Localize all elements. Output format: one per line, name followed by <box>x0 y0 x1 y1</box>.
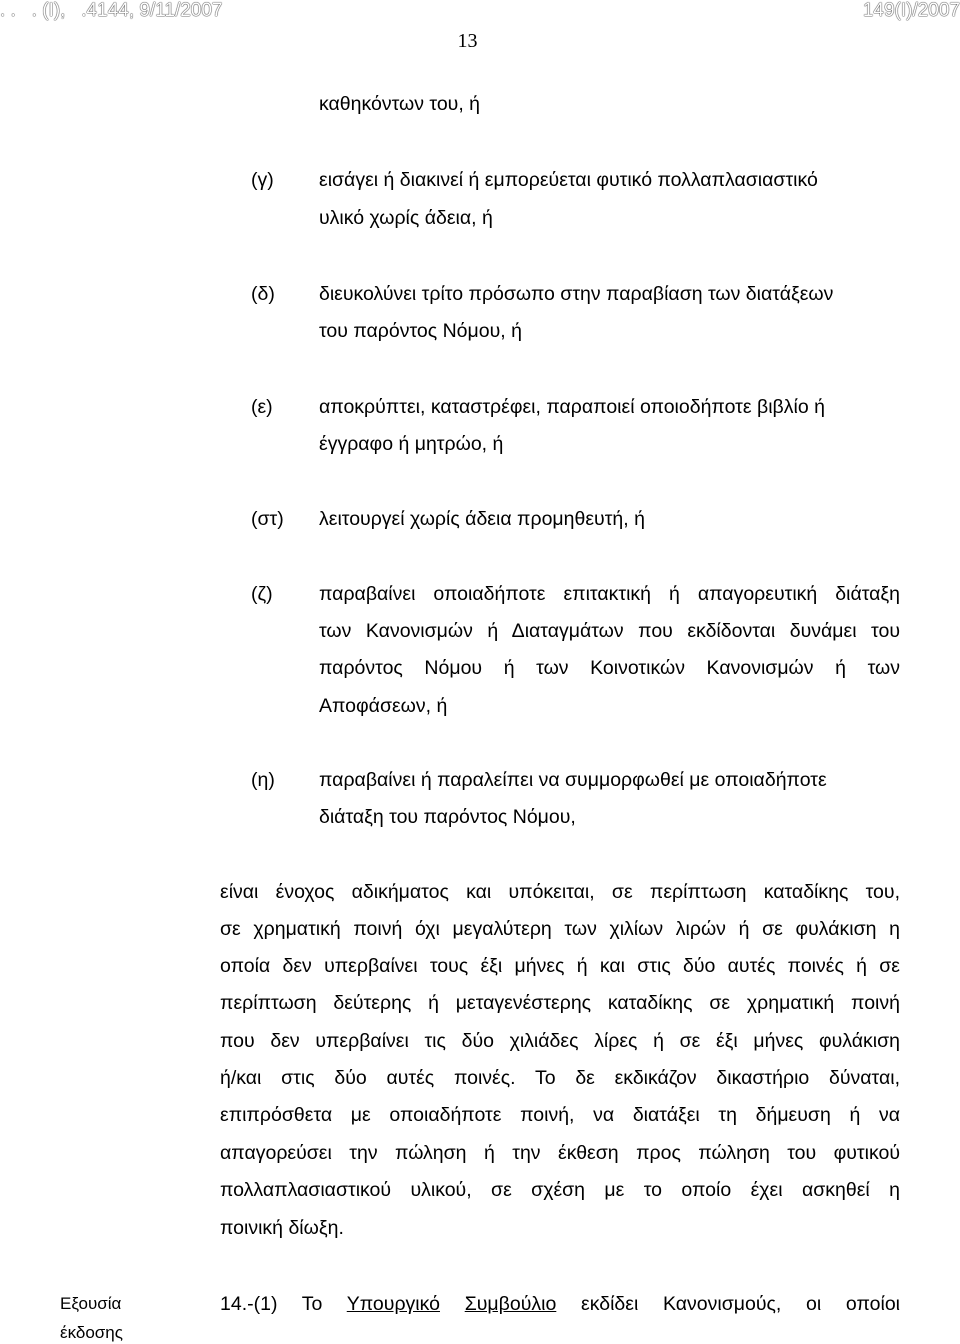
section-14-ministry: Υπουργικό <box>346 1293 440 1315</box>
document-header <box>0 0 960 20</box>
item-zeta-line-3: παρόντος Νόμου ή των Κοινοτικών Κανονισμών ή των <box>319 657 900 679</box>
intro-line: καθηκόντων του, ή <box>319 93 481 115</box>
section-14-rest: εκδίδει Κανονισμούς, οι οποίοι <box>556 1293 900 1315</box>
penalty-line-5: που δεν υπερβαίνει τις δύο χιλιάδες λίρες ή σε έξι μήνες φυλάκιση <box>220 1030 900 1052</box>
header-law-number: 149(Ι)/2007 <box>862 0 960 21</box>
item-zeta-line-1: παραβαίνει οποιαδήποτε επιτακτική ή απαγορευτική διάταξη <box>319 583 900 605</box>
penalty-line-8: απαγορεύσει την πώληση ή την έκθεση προς πώληση του φυτικού <box>220 1142 900 1164</box>
item-zeta-line-2: των Κανονισμών ή Διαταγμάτων που εκδίδονται δυνάμει του <box>319 620 900 642</box>
item-gamma-line-1: εισάγει ή διακινεί ή εμπορεύεται φυτικό πολλαπλασιαστικό <box>319 169 818 191</box>
penalty-line-10: ποινική δίωξη. <box>220 1217 344 1239</box>
penalty-line-1: είναι ένοχος αδικήματος και υπόκειται, σε περίπτωση καταδίκης του, <box>220 881 900 903</box>
item-label-eta: (η) <box>251 769 275 791</box>
section-14-council: Συμβούλιο <box>464 1293 557 1315</box>
section-14-prefix: 14.-(1) Το <box>220 1293 347 1315</box>
item-delta-line-1: διευκολύνει τρίτο πρόσωπο στην παραβίαση των διατάξεων <box>319 283 834 305</box>
item-stigma-line-1: λειτουργεί χωρίς άδεια προμηθευτή, ή <box>319 508 645 530</box>
item-epsilon-line-1: αποκρύπτει, καταστρέφει, παραποιεί οποιοδήποτε βιβλίο ή <box>319 396 825 418</box>
item-label-delta: (δ) <box>251 283 275 305</box>
item-gamma-line-2: υλικό χωρίς άδεια, ή <box>319 207 493 229</box>
penalty-line-3: οποία δεν υπερβαίνει τους έξι μήνες ή και στις δύο αυτές ποινές ή σε <box>220 955 900 977</box>
item-label-zeta: (ζ) <box>251 583 273 605</box>
penalty-line-6: ή/και στις δύο αυτές ποινές. Το δε εκδικάζον δικαστήριο δύναται, <box>220 1067 900 1089</box>
item-eta-line-2: διάταξη του παρόντος Νόμου, <box>319 806 576 828</box>
item-delta-line-2: του παρόντος Νόμου, ή <box>319 320 522 342</box>
penalty-line-4: περίπτωση δεύτερης ή μεταγενέστερης καταδίκης σε χρηματική ποινή <box>220 992 900 1014</box>
penalty-line-7: επιπρόσθετα με οποιαδήποτε ποινή, να διατάξει τη δήμευση ή να <box>220 1104 900 1126</box>
header-gazette-reference: . . . (Ι), .4144, 9/11/2007 <box>0 0 223 21</box>
page-number: 13 <box>457 30 478 52</box>
item-epsilon-line-2: έγγραφο ή μητρώο, ή <box>319 433 504 455</box>
penalty-line-9: πολλαπλασιαστικού υλικού, σε σχέση με το οποίο έχει ασκηθεί η <box>220 1179 900 1201</box>
margin-note-line-2: έκδοσης <box>60 1323 123 1342</box>
item-label-stigma: (στ) <box>251 508 284 530</box>
item-zeta-line-4: Αποφάσεων, ή <box>319 695 448 717</box>
item-label-gamma: (γ) <box>251 169 274 191</box>
margin-note-line-1: Εξουσία <box>60 1294 122 1313</box>
penalty-line-2: σε χρηματική ποινή όχι μεγαλύτερη των χιλίων λιρών ή σε φυλάκιση η <box>220 918 900 940</box>
item-label-epsilon: (ε) <box>251 396 273 418</box>
item-eta-line-1: παραβαίνει ή παραλείπει να συμμορφωθεί με οποιαδήποτε <box>319 769 827 791</box>
section-14-line-1 <box>220 1292 900 1316</box>
